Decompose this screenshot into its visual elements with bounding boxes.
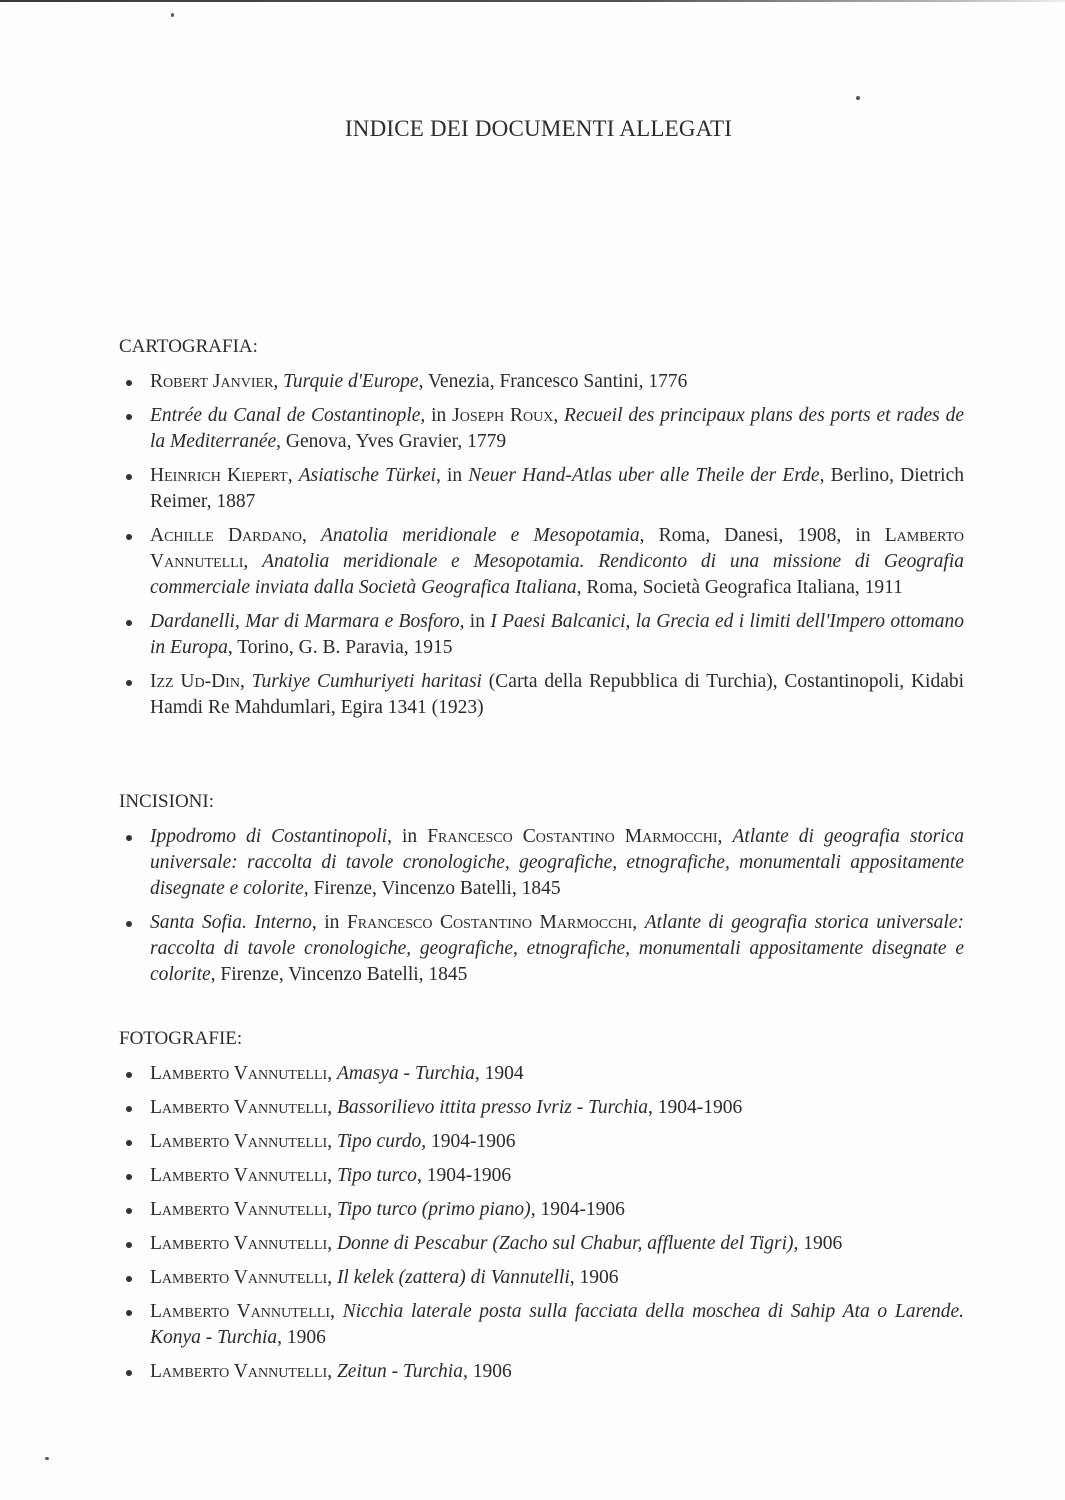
list-item <box>119 1061 964 1087</box>
separator: , <box>553 405 565 426</box>
section-incisioni <box>119 790 964 996</box>
separator: , <box>239 671 252 692</box>
list-item <box>119 403 964 455</box>
work-title: Turquie d'Europe <box>283 371 419 392</box>
author: Joseph Roux <box>452 405 554 426</box>
author: Izz Ud-Din <box>150 671 240 692</box>
entry-list <box>119 824 964 988</box>
work-title: Nicchia laterale posta sulla facciata della moschea di Sahip Ata o Larende. Konya - Turchia <box>150 1301 965 1348</box>
work-title: Zeitun - Turchia <box>336 1361 463 1382</box>
separator: , <box>327 1199 337 1220</box>
separator: , <box>301 525 321 546</box>
scan-speck <box>856 96 860 100</box>
list-item <box>119 1163 964 1189</box>
publication-info: , Torino, G. B. Paravia, 1915 <box>227 637 453 658</box>
connector: , in <box>459 611 491 632</box>
entry-list <box>119 1061 964 1385</box>
publication-info: , 1904 <box>474 1063 524 1084</box>
container-title: Anatolia meridionale e Mesopotamia. Rendiconto di una missione di Geografia commerciale inviata dalla Società Geografica Italiana <box>150 551 965 598</box>
publication-info: , Berlino, Dietrich Reimer, 1887 <box>150 465 965 512</box>
separator: , <box>327 1131 337 1152</box>
work-title: Bassorilievo ittita presso Ivriz - Turchia <box>336 1097 649 1118</box>
author: Lamberto Vannutelli <box>150 1301 331 1322</box>
author: Lamberto Vannutelli <box>150 525 964 572</box>
separator: , <box>243 551 263 572</box>
publication-info: , 1906 <box>462 1361 512 1382</box>
entry-list <box>119 369 964 721</box>
separator: , <box>273 371 284 392</box>
separator: , <box>327 1361 337 1382</box>
work-title: Tipo turco (primo piano) <box>336 1199 531 1220</box>
list-item <box>119 1095 964 1121</box>
author: Lamberto Vannutelli <box>150 1199 328 1220</box>
work-title: Santa Sofia. Interno <box>150 912 312 933</box>
author: Heinrich Kiepert <box>150 465 288 486</box>
connector: , in <box>435 465 469 486</box>
section-heading: FOTOGRAFIE: <box>119 1028 243 1049</box>
publication-info: , 1904-1906 <box>648 1097 743 1118</box>
section-heading: CARTOGRAFIA: <box>119 336 258 357</box>
work-title: Tipo curdo <box>336 1131 422 1152</box>
author: Lamberto Vannutelli <box>150 1165 328 1186</box>
separator: , <box>330 1301 343 1322</box>
list-item <box>119 463 964 515</box>
list-item <box>119 910 964 988</box>
publication-info: , Genova, Yves Gravier, 1779 <box>276 431 507 452</box>
section-fotografie <box>119 1027 964 1393</box>
page-title: INDICE DEI DOCUMENTI ALLEGATI <box>344 116 733 141</box>
publication-info: , 1904-1906 <box>416 1165 512 1186</box>
list-item <box>119 1129 964 1155</box>
separator: , <box>327 1165 337 1186</box>
work-title: Dardanelli, Mar di Marmara e Bosforo <box>150 611 460 632</box>
separator: , <box>327 1267 337 1288</box>
list-item <box>119 1359 964 1385</box>
separator: , <box>287 465 299 486</box>
separator: , <box>327 1097 337 1118</box>
container-title: Neuer Hand-Atlas uber alle Theile der Erde <box>468 465 820 486</box>
publication-info: , Roma, Società Geografica Italiana, 1911 <box>576 577 903 598</box>
publication-info: , 1904-1906 <box>421 1131 516 1152</box>
separator: , <box>717 826 733 847</box>
author: Lamberto Vannutelli <box>150 1097 328 1118</box>
separator: , <box>327 1063 337 1084</box>
separator: , <box>327 1233 337 1254</box>
scan-speck <box>171 13 174 17</box>
publication-info: , 1906 <box>277 1327 326 1348</box>
connector: , in <box>420 405 453 426</box>
author: Francesco Costantino Marmocchi <box>346 912 633 933</box>
list-item <box>119 1265 964 1291</box>
work-title: Il kelek (zattera) di Vannutelli <box>336 1267 570 1288</box>
publication-info: (Carta della Repubblica di Turchia), Costantinopoli, Kidabi Hamdi Re Mahdumlari, Egira 1341 (1923) <box>150 671 965 718</box>
list-item <box>119 824 964 902</box>
list-item <box>119 609 964 661</box>
work-title: Anatolia meridionale e Mesopotamia <box>320 525 640 546</box>
container-title: Recueil des principaux plans des ports et rades de la Mediterranée <box>150 405 964 452</box>
work-title: Ippodromo di Costantinopoli <box>150 826 388 847</box>
author: Lamberto Vannutelli <box>150 1233 328 1254</box>
author: Lamberto Vannutelli <box>150 1131 328 1152</box>
author: Francesco Costantino Marmocchi <box>427 826 718 847</box>
list-item <box>119 1231 964 1257</box>
connector: , in <box>387 826 428 847</box>
publication-info: , 1906 <box>569 1267 619 1288</box>
work-title: Amasya - Turchia <box>336 1063 475 1084</box>
list-item <box>119 1299 964 1351</box>
publication-info: , Firenze, Vincenzo Batelli, 1845 <box>303 878 561 899</box>
author: Lamberto Vannutelli <box>150 1063 328 1084</box>
author: Achille Dardano <box>150 525 302 546</box>
container-title: I Paesi Balcanici, la Grecia ed i limiti dell'Impero ottomano in Europa <box>150 611 964 658</box>
work-title: Asiatische Türkei <box>298 465 436 486</box>
work-title: Entrée du Canal de Costantinople <box>150 405 421 426</box>
list-item <box>119 669 964 721</box>
publication-info: , Firenze, Vincenzo Batelli, 1845 <box>210 964 468 985</box>
container-title: Atlante di geografia storica universale: raccolta di tavole cronologiche, geografiche, etnografiche, monumentali appositamente disegnate e colorite <box>150 826 965 899</box>
separator: , <box>632 912 645 933</box>
work-title: Tipo turco <box>336 1165 417 1186</box>
connector: , Roma, Danesi, 1908, in <box>639 525 885 546</box>
author: Lamberto Vannutelli <box>150 1267 328 1288</box>
section-cartografia <box>119 335 964 729</box>
list-item <box>119 369 964 395</box>
author: Robert Janvier <box>150 371 274 392</box>
connector: , in <box>311 912 347 933</box>
publication-info: , Venezia, Francesco Santini, 1776 <box>418 371 688 392</box>
publication-info: , 1906 <box>793 1233 843 1254</box>
container-title: Atlante di geografia storica universale: raccolta di tavole cronologiche, geografiche, etnografiche, monumentali appositamente disegnate e colorite <box>150 912 964 985</box>
work-title: Donne di Pescabur (Zacho sul Chabur, affluente del Tigri) <box>336 1233 794 1254</box>
work-title: Turkiye Cumhuriyeti haritasi <box>251 671 482 692</box>
list-item <box>119 1197 964 1223</box>
page-top-edge <box>0 0 1065 2</box>
scan-speck <box>45 1457 49 1460</box>
section-heading: INCISIONI: <box>119 791 214 812</box>
list-item <box>119 523 964 601</box>
author: Lamberto Vannutelli <box>150 1361 328 1382</box>
publication-info: , 1904-1906 <box>530 1199 625 1220</box>
